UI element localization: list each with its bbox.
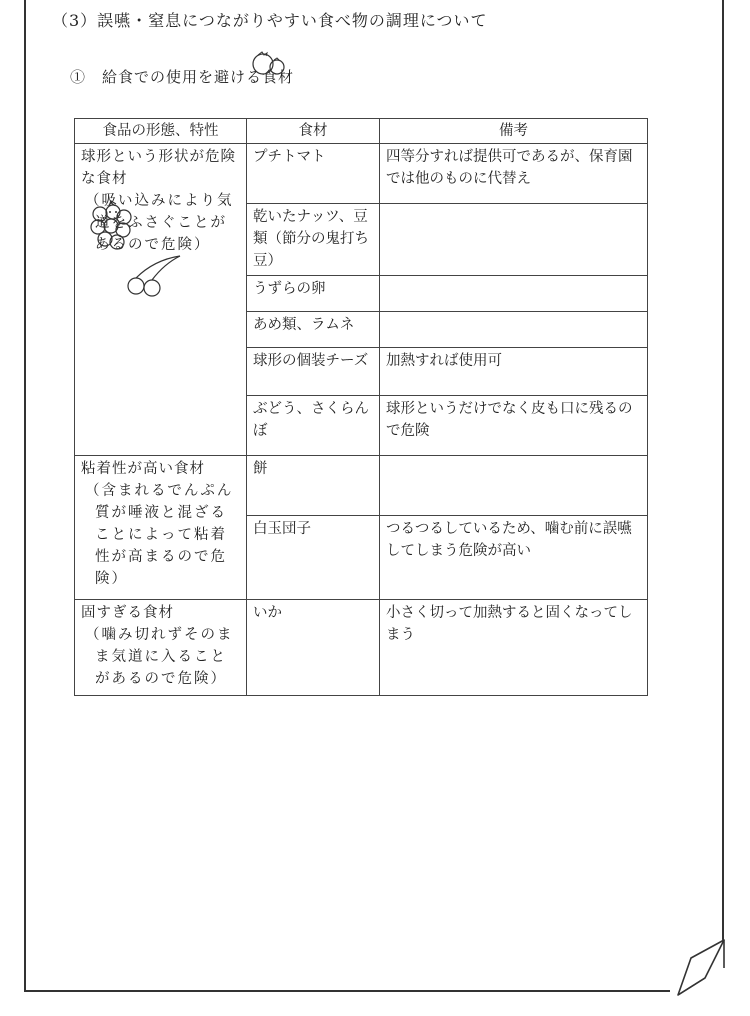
header-remarks: 備考 <box>380 119 648 144</box>
table-header-row <box>75 119 648 144</box>
remark-cell <box>380 276 648 312</box>
food-cell: ぶどう、さくらんぼ <box>247 396 380 456</box>
cherry-icon <box>124 250 188 300</box>
category-title: 球形という形状が危険な食材 <box>81 149 236 187</box>
category-note: （噛み切れずそのまま気道に入ることがあるので危険） <box>85 627 234 687</box>
food-cell: 乾いたナッツ、豆類（節分の鬼打ち豆） <box>247 204 380 276</box>
remark-cell: 四等分すれば提供可であるが、保育園では他のものに代替え <box>380 144 648 204</box>
sub-title: ① 給食での使用を避ける食材 <box>70 68 295 86</box>
food-cell: うずらの卵 <box>247 276 380 312</box>
food-cell: あめ類、ラムネ <box>247 312 380 348</box>
food-cell: 白玉団子 <box>247 516 380 600</box>
remark-cell: 小さく切って加熱すると固くなってしまう <box>380 600 648 696</box>
avoid-foods-table <box>74 118 648 696</box>
remark-cell <box>380 204 648 276</box>
food-cell: 球形の個装チーズ <box>247 348 380 396</box>
header-characteristics: 食品の形態、特性 <box>75 119 247 144</box>
remark-cell <box>380 456 648 516</box>
category-note: （含まれるでんぷん質が唾液と混ざることによって粘着性が高まるので危険） <box>85 483 234 587</box>
grape-icon <box>84 200 140 256</box>
category-cell-hard <box>75 600 247 696</box>
remark-cell: 加熱すれば使用可 <box>380 348 648 396</box>
food-cell: プチトマト <box>247 144 380 204</box>
page-curl-icon <box>665 938 725 998</box>
food-cell: いか <box>247 600 380 696</box>
header-food: 食材 <box>247 119 380 144</box>
table-row <box>75 456 648 516</box>
category-cell-sticky <box>75 456 247 600</box>
section-title: （3）誤嚥・窒息につながりやすい食べ物の調理について <box>52 11 488 30</box>
remark-cell: つるつるしているため、噛む前に誤嚥してしまう危険が高い <box>380 516 648 600</box>
remark-cell: 球形というだけでなく皮も口に残るので危険 <box>380 396 648 456</box>
category-title: 粘着性が高い食材 <box>81 461 205 477</box>
category-title: 固すぎる食材 <box>81 605 174 621</box>
table-row <box>75 144 648 204</box>
tomato-icon <box>250 48 290 78</box>
remark-cell <box>380 312 648 348</box>
table-row <box>75 600 648 696</box>
food-cell: 餅 <box>247 456 380 516</box>
category-note: （吸い込みにより気道をふさぐことがあるので危険） <box>85 193 234 253</box>
